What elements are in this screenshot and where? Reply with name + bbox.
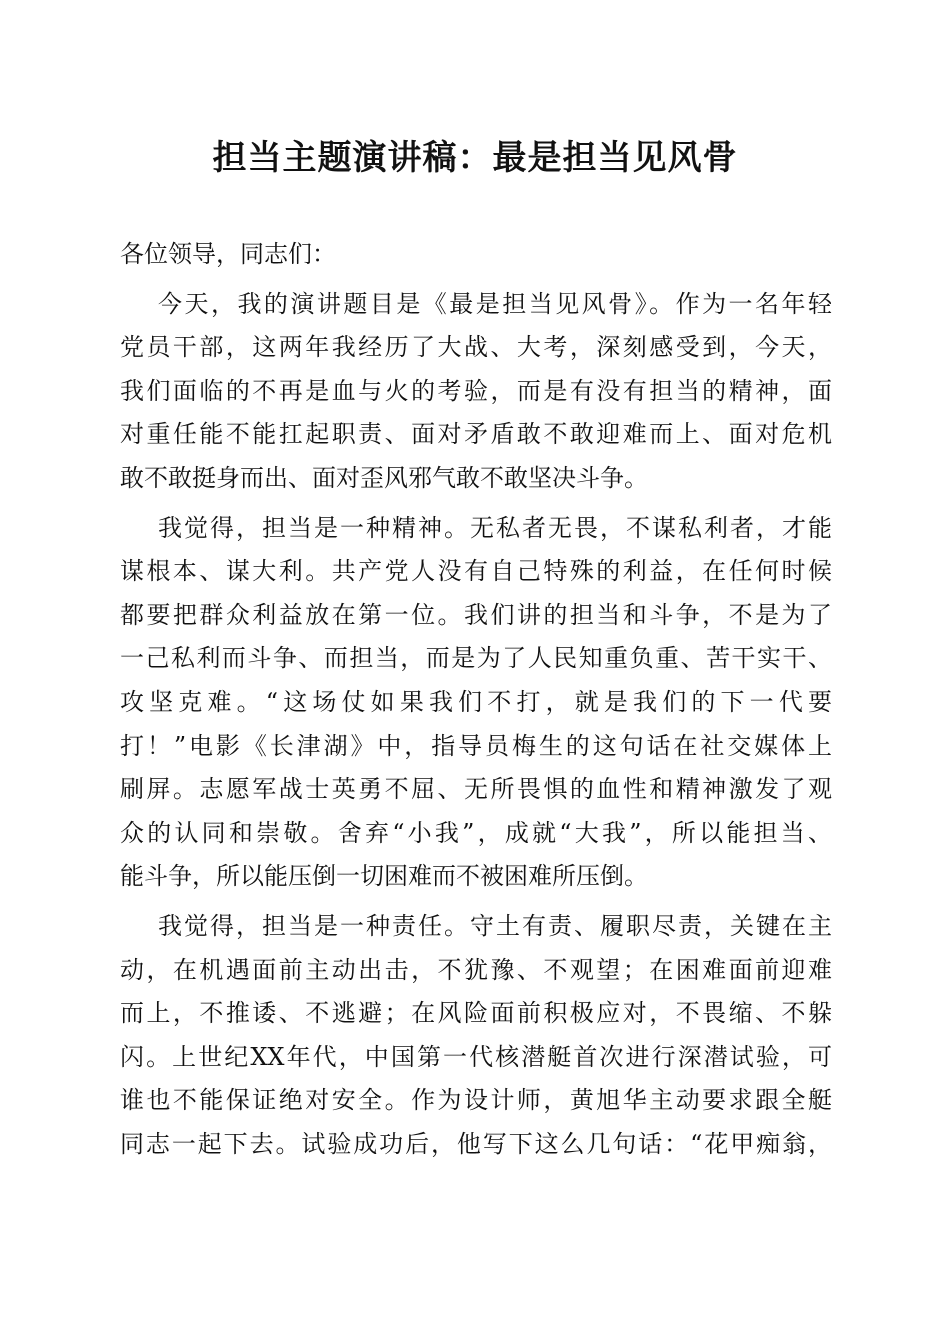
text-line: 对重任能不能扛起职责、面对矛盾敢不敢迎难而上、面对危机 [120, 420, 832, 449]
text-line: 而上，不推诿、不逃避；在风险面前积极应对，不畏缩、不躲 [120, 999, 832, 1028]
salutation [120, 233, 832, 277]
text-line: 我们面临的不再是血与火的考验，而是有没有担当的精神，面 [120, 376, 832, 405]
text-line: 众的认同和崇敬。舍弃“小我”，成就“大我”，所以能担当、 [120, 818, 832, 847]
text-line: 一己私利而斗争、而担当，而是为了人民知重负重、苦干实干、 [120, 644, 832, 673]
paragraph-spirit [120, 507, 832, 899]
text-line: 能斗争，所以能压倒一切困难而不被困难所压倒。 [120, 862, 648, 891]
text-line: 今天，我的演讲题目是《最是担当见风骨》。作为一名年轻 [158, 289, 832, 318]
text-line: 打！”电影《长津湖》中，指导员梅生的这句话在社交媒体上 [120, 731, 832, 760]
text-line: 攻坚克难。“这场仗如果我们不打，就是我们的下一代要 [120, 687, 832, 716]
text-line: 党员干部，这两年我经历了大战、大考，深刻感受到，今天， [120, 333, 832, 362]
text-line: 同志一起下去。试验成功后，他写下这么几句话：“花甲痴翁， [120, 1129, 832, 1158]
text-line: 各位领导，同志们： [120, 240, 336, 268]
text-line: 我觉得，担当是一种责任。守土有责、履职尽责，关键在主 [158, 911, 832, 940]
text-line: 谋根本、谋大利。共产党人没有自己特殊的利益，在任何时候 [120, 557, 832, 586]
text-line: 闪。上世纪XX年代，中国第一代核潜艇首次进行深潜试验，可 [120, 1042, 832, 1071]
document-title: 担当主题演讲稿：最是担当见风骨 [212, 138, 738, 178]
text-line: 敢不敢挺身而出、面对歪风邪气敢不敢坚决斗争。 [120, 463, 648, 492]
text-line: 我觉得，担当是一种精神。无私者无畏，不谋私利者，才能 [158, 513, 832, 542]
text-line: 动，在机遇面前主动出击，不犹豫、不观望；在困难面前迎难 [120, 955, 832, 984]
document-body [120, 233, 832, 1166]
text-line: 刷屏。志愿军战士英勇不屈、无所畏惧的血性和精神激发了观 [120, 775, 832, 804]
paragraph-responsibility [120, 905, 832, 1167]
paragraph-intro [120, 283, 832, 501]
text-line: 都要把群众利益放在第一位。我们讲的担当和斗争，不是为了 [120, 600, 832, 629]
text-line: 谁也不能保证绝对安全。作为设计师，黄旭华主动要求跟全艇 [120, 1086, 832, 1115]
